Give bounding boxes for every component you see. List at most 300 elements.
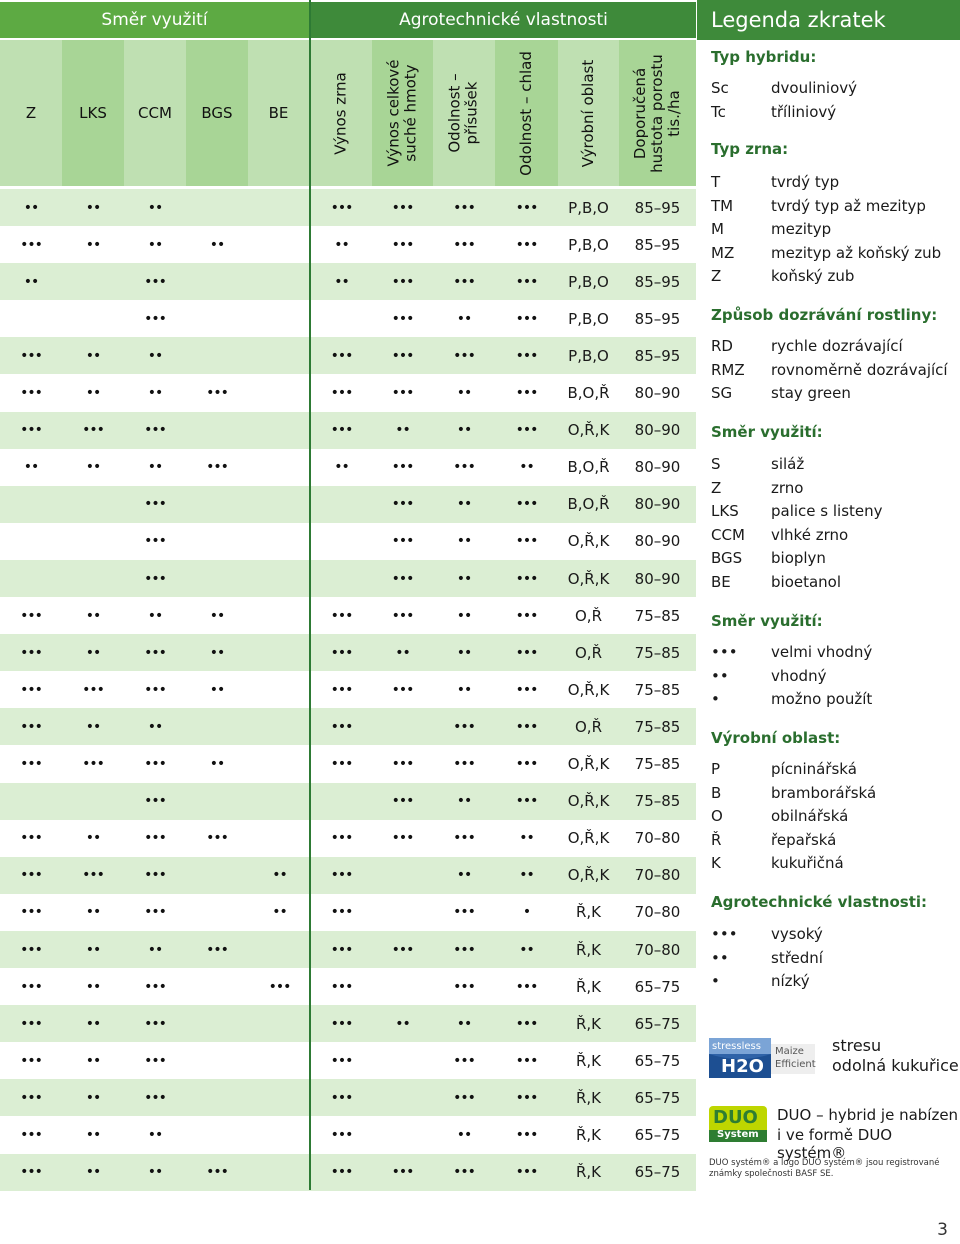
legend-key: O <box>711 807 723 825</box>
cell-z: ••• <box>20 941 42 958</box>
cell-ccm: ••• <box>144 273 166 290</box>
cell-lks: ••• <box>82 756 104 772</box>
cell-production-region: P,B,O <box>568 235 609 254</box>
table-row <box>0 560 696 597</box>
cell-be <box>248 375 311 412</box>
cell-be <box>248 560 311 597</box>
cell-grain-yield: ••• <box>330 1164 353 1181</box>
cell-plant-density: 80–90 <box>634 458 681 477</box>
legend-key: M <box>711 220 724 238</box>
legend-key: S <box>711 455 721 473</box>
cell-cold-tolerance: •• <box>519 867 534 884</box>
cell-grain-yield: ••• <box>330 644 353 661</box>
cell-be <box>248 1117 311 1154</box>
cell-drought-tolerance: ••• <box>453 718 475 735</box>
cell-grain-yield: ••• <box>330 978 353 995</box>
table-row <box>0 634 696 671</box>
cell-drought-tolerance: ••• <box>453 1164 475 1181</box>
cell-lks: •• <box>85 199 101 216</box>
cell-bgs: ••• <box>206 1164 228 1181</box>
legend-key: Z <box>711 478 722 497</box>
cell-ccm: ••• <box>144 422 166 439</box>
efficient-word: Efficient <box>775 1059 816 1070</box>
cell-production-region: B,O,Ř <box>567 458 610 477</box>
column-divider <box>309 0 311 1190</box>
cell-production-region: O,Ř,K <box>567 792 610 811</box>
cell-dry-matter-yield: ••• <box>391 385 414 401</box>
legend-item <box>711 103 836 121</box>
legend-value: velmi vhodný <box>771 643 873 661</box>
cell-dry-matter-yield: •• <box>395 422 410 439</box>
legend-value: vhodný <box>771 666 827 685</box>
cell-grain-yield: •• <box>334 236 349 253</box>
cell-bgs <box>186 300 248 337</box>
cell-z: •• <box>23 459 39 476</box>
cell-plant-density: 80–90 <box>634 384 681 402</box>
table-row <box>0 1117 696 1154</box>
cell-drought-tolerance: •• <box>456 533 472 550</box>
cell-cold-tolerance: ••• <box>515 570 538 587</box>
legend-heading-usage-rating: Směr využití: <box>711 612 823 630</box>
cell-ccm: ••• <box>144 496 166 513</box>
cell-ccm: ••• <box>144 867 166 884</box>
cell-drought-tolerance: ••• <box>453 459 475 476</box>
cell-production-region: P,B,O <box>568 309 609 328</box>
cell-be <box>248 189 311 226</box>
cell-bgs <box>186 708 248 745</box>
cell-grain-yield: ••• <box>330 199 353 216</box>
cell-ccm: •• <box>147 607 163 624</box>
cell-production-region: B,O,Ř <box>567 384 610 402</box>
cell-drought-tolerance: ••• <box>453 1052 475 1069</box>
cell-bgs <box>186 560 248 597</box>
cell-lks: ••• <box>82 681 104 698</box>
cell-plant-density: 75–85 <box>634 717 681 736</box>
cell-cold-tolerance: ••• <box>515 978 538 995</box>
cell-dry-matter-yield: ••• <box>391 607 414 624</box>
page-number: 3 <box>937 1220 948 1240</box>
cell-dry-matter-yield <box>372 1117 433 1154</box>
legend-item <box>711 807 848 825</box>
table-row <box>0 1154 696 1191</box>
cell-production-region: Ř,K <box>575 940 602 959</box>
cell-z: ••• <box>20 904 42 921</box>
cell-z: ••• <box>20 644 42 661</box>
cell-grain-yield <box>311 783 372 820</box>
cell-drought-tolerance: •• <box>456 607 472 624</box>
cell-ccm: ••• <box>144 1052 166 1069</box>
table-row <box>0 300 696 337</box>
cell-cold-tolerance: ••• <box>515 199 538 216</box>
cell-lks <box>62 263 124 300</box>
cell-z <box>0 300 62 337</box>
cell-lks <box>62 523 124 560</box>
table-row <box>0 708 696 745</box>
cell-grain-yield: •• <box>334 273 349 290</box>
cell-z: ••• <box>20 718 42 735</box>
cell-grain-yield <box>311 486 372 523</box>
cell-drought-tolerance: •• <box>456 310 472 327</box>
cell-plant-density: 65–75 <box>634 1126 681 1144</box>
table-row <box>0 820 696 857</box>
cell-plant-density: 75–85 <box>634 680 681 699</box>
cell-lks: •• <box>85 459 101 476</box>
legend-value: siláž <box>771 455 805 473</box>
cell-plant-density: 80–90 <box>634 569 681 588</box>
cell-grain-yield: ••• <box>330 904 353 921</box>
cell-bgs: •• <box>209 681 225 698</box>
legend-key: ••• <box>711 643 738 661</box>
cell-grain-yield: ••• <box>330 385 353 401</box>
cell-dry-matter-yield: ••• <box>391 310 414 327</box>
cell-drought-tolerance: •• <box>456 1127 472 1143</box>
cell-grain-yield: ••• <box>330 867 353 884</box>
cell-cold-tolerance: ••• <box>515 607 538 624</box>
cell-z: ••• <box>20 756 42 772</box>
cell-bgs <box>186 486 248 523</box>
cell-z: ••• <box>20 1089 42 1106</box>
legend-key: B <box>711 783 722 802</box>
legend-key: Tc <box>711 102 726 121</box>
cell-plant-density: 85–95 <box>634 346 681 365</box>
duo-system-logo <box>709 1106 767 1142</box>
legend-value: mezityp <box>771 220 832 238</box>
cell-be <box>248 1005 311 1042</box>
stressless-word: stressless <box>712 1041 761 1052</box>
legend-key: SG <box>711 384 733 402</box>
cell-ccm: ••• <box>144 904 166 921</box>
cell-production-region: Ř,K <box>575 1126 602 1144</box>
cell-drought-tolerance: ••• <box>453 1089 475 1106</box>
cell-bgs <box>186 1042 248 1079</box>
cell-cold-tolerance: • <box>522 904 531 921</box>
cell-production-region: P,B,O <box>568 198 609 217</box>
cell-cold-tolerance: ••• <box>515 347 538 364</box>
cell-plant-density: 75–85 <box>634 643 681 662</box>
cell-bgs <box>186 1005 248 1042</box>
cell-cold-tolerance: ••• <box>515 1015 538 1032</box>
cell-z <box>0 783 62 820</box>
cell-lks <box>62 783 124 820</box>
cell-dry-matter-yield: ••• <box>391 941 414 958</box>
cell-z <box>0 560 62 597</box>
legend-key: P <box>711 760 721 778</box>
legend-item <box>711 972 810 990</box>
legend-value: tvrdý typ <box>771 173 840 191</box>
cell-lks: •• <box>85 1089 101 1106</box>
cell-production-region: Ř,K <box>575 1051 602 1070</box>
footnote-1: DUO systém® a logo DUO systém® jsou registrované <box>709 1158 940 1168</box>
table-row <box>0 968 696 1005</box>
cell-be <box>248 931 311 968</box>
cell-z: ••• <box>20 978 42 995</box>
cell-lks: •• <box>85 644 101 661</box>
cell-plant-density: 80–90 <box>634 421 681 440</box>
cell-grain-yield: ••• <box>330 1089 353 1106</box>
cell-z: ••• <box>20 347 42 364</box>
legend-key: LKS <box>711 502 739 520</box>
cell-bgs <box>186 857 248 894</box>
legend-item <box>711 526 848 544</box>
cell-lks: ••• <box>82 867 104 884</box>
legend-key: BE <box>711 572 731 591</box>
cell-be <box>248 486 311 523</box>
legend-heading-grain-type: Typ zrna: <box>711 140 789 158</box>
legend-item <box>711 384 851 402</box>
cell-cold-tolerance: ••• <box>515 718 538 735</box>
cell-plant-density: 80–90 <box>634 495 681 514</box>
column-header-cold-tolerance <box>495 40 558 186</box>
cell-lks: •• <box>85 347 101 364</box>
cell-bgs <box>186 412 248 449</box>
legend-key: MZ <box>711 243 735 262</box>
column-header-line: hustota porostu <box>648 53 666 173</box>
cell-z: ••• <box>20 607 42 624</box>
cell-plant-density: 65–75 <box>634 1088 681 1107</box>
cell-be <box>248 523 311 560</box>
cell-z: •• <box>23 273 39 290</box>
cell-dry-matter-yield: ••• <box>391 793 414 810</box>
cell-bgs <box>186 337 248 374</box>
cell-drought-tolerance: •• <box>456 385 472 401</box>
legend-item <box>711 854 844 872</box>
cell-bgs <box>186 1079 248 1116</box>
cell-lks: •• <box>85 904 101 921</box>
cell-grain-yield: ••• <box>330 718 353 735</box>
cell-plant-density: 70–80 <box>634 829 681 848</box>
legend-value: mezityp až koňský zub <box>771 243 942 262</box>
cell-be <box>248 1042 311 1079</box>
cell-ccm: ••• <box>144 756 166 772</box>
cell-z: ••• <box>20 867 42 884</box>
cell-bgs <box>186 968 248 1005</box>
cell-dry-matter-yield: ••• <box>391 533 414 550</box>
legend-item <box>711 690 872 708</box>
legend-value: bioplyn <box>771 549 826 567</box>
cell-dry-matter-yield: ••• <box>391 236 414 253</box>
cell-z: ••• <box>20 1015 42 1032</box>
column-header-line: tis./ha <box>665 89 683 137</box>
cell-be <box>248 597 311 634</box>
duo-text-1: DUO – hybrid je nabízen <box>777 1106 959 1124</box>
column-header-production-region <box>558 40 619 186</box>
cell-plant-density: 70–80 <box>634 866 681 885</box>
cell-be <box>248 783 311 820</box>
cell-dry-matter-yield <box>372 1042 433 1079</box>
cell-grain-yield: ••• <box>330 607 353 624</box>
table-row <box>0 263 696 300</box>
cell-lks <box>62 486 124 523</box>
cell-be <box>248 708 311 745</box>
legend-item <box>711 220 831 238</box>
legend-key: •• <box>711 666 729 685</box>
legend-heading-hybrid-type: Typ hybridu: <box>711 48 817 66</box>
cell-production-region: O,Ř,K <box>567 866 610 885</box>
column-header-line: BE <box>268 104 289 122</box>
cell-z: •• <box>23 199 39 216</box>
cell-lks: •• <box>85 941 101 958</box>
cell-production-region: O,Ř,K <box>567 755 610 773</box>
table-row <box>0 337 696 374</box>
column-header-line: BGS <box>201 104 233 122</box>
cell-be <box>248 1154 311 1191</box>
cell-plant-density: 75–85 <box>634 755 681 773</box>
cell-drought-tolerance: ••• <box>453 904 475 921</box>
legend-item <box>711 667 826 685</box>
cell-bgs <box>186 189 248 226</box>
cell-be <box>248 300 311 337</box>
cell-ccm: •• <box>147 941 163 958</box>
cell-dry-matter-yield <box>372 857 433 894</box>
legend-value: obilnářská <box>771 807 849 825</box>
legend-item <box>711 760 857 778</box>
cell-dry-matter-yield <box>372 1079 433 1116</box>
cell-be <box>248 671 311 708</box>
legend-value: střední <box>771 948 823 967</box>
legend-item <box>711 337 903 355</box>
cell-cold-tolerance: ••• <box>515 1127 538 1143</box>
column-header-ccm <box>124 40 186 186</box>
cell-be <box>248 449 311 486</box>
table-row <box>0 857 696 894</box>
cell-be <box>248 820 311 857</box>
cell-drought-tolerance: ••• <box>453 236 475 253</box>
cell-drought-tolerance: ••• <box>453 941 475 958</box>
legend-panel <box>697 0 960 1190</box>
cell-be <box>248 1079 311 1116</box>
legend-value: rovnoměrně dozrávající <box>771 360 948 379</box>
cell-ccm: •• <box>147 459 163 476</box>
table-row <box>0 412 696 449</box>
cell-grain-yield: •• <box>334 459 349 476</box>
cell-bgs: ••• <box>206 830 228 847</box>
column-header-line: přísušek <box>463 81 482 145</box>
duo-word: DUO <box>713 1107 758 1128</box>
cell-be: •• <box>272 867 287 884</box>
cell-lks: •• <box>85 1052 101 1069</box>
cell-production-region: O,Ř,K <box>567 421 610 440</box>
cell-drought-tolerance: ••• <box>453 199 475 216</box>
cell-grain-yield: ••• <box>330 422 353 439</box>
legend-item <box>711 479 803 497</box>
column-header-line: LKS <box>79 104 107 122</box>
cell-drought-tolerance: •• <box>456 681 472 698</box>
legend-item <box>711 784 876 802</box>
cell-ccm: •• <box>147 385 163 401</box>
cell-grain-yield: ••• <box>330 756 353 772</box>
cell-dry-matter-yield: ••• <box>391 199 414 216</box>
cell-grain-yield: ••• <box>330 941 353 958</box>
table-row <box>0 783 696 820</box>
cell-ccm: ••• <box>144 793 166 810</box>
cell-dry-matter-yield: ••• <box>391 830 414 847</box>
cell-grain-yield <box>311 560 372 597</box>
column-header-drought-tolerance <box>433 40 495 186</box>
cell-plant-density: 75–85 <box>634 792 681 811</box>
cell-ccm: ••• <box>144 310 166 327</box>
cell-dry-matter-yield: ••• <box>391 570 414 587</box>
cell-drought-tolerance: •• <box>456 867 472 884</box>
cell-dry-matter-yield <box>372 894 433 931</box>
legend-value: palice s listeny <box>771 502 883 520</box>
cell-ccm: ••• <box>144 1015 166 1032</box>
cell-cold-tolerance: ••• <box>515 793 538 810</box>
cell-lks: •• <box>85 607 101 624</box>
legend-item <box>711 361 948 379</box>
legend-item <box>711 643 872 661</box>
cell-cold-tolerance: ••• <box>515 756 538 772</box>
cell-drought-tolerance: •• <box>456 1015 472 1032</box>
cell-plant-density: 85–95 <box>634 272 681 291</box>
cell-dry-matter-yield: ••• <box>391 496 414 513</box>
cell-cold-tolerance: ••• <box>515 422 538 439</box>
cell-lks: •• <box>85 236 101 253</box>
column-header-lks <box>62 40 124 186</box>
cell-production-region: O,Ř <box>575 606 602 625</box>
cell-production-region: Ř,K <box>575 1088 602 1107</box>
column-header-line: Doporučená <box>631 67 649 159</box>
table-row <box>0 375 696 412</box>
column-header-line: Výnos celkové <box>384 59 403 167</box>
cell-grain-yield: ••• <box>330 1052 353 1069</box>
cell-ccm: ••• <box>144 681 166 698</box>
legend-value: možno použít <box>771 690 873 708</box>
legend-key: TM <box>711 196 734 215</box>
cell-plant-density: 85–95 <box>634 198 681 217</box>
legend-key: Sc <box>711 79 729 97</box>
cell-bgs <box>186 894 248 931</box>
cell-dry-matter-yield: ••• <box>391 1164 414 1181</box>
cell-dry-matter-yield: •• <box>395 1015 410 1032</box>
system-word: System <box>717 1129 759 1140</box>
cell-bgs: •• <box>209 756 225 772</box>
cell-ccm: ••• <box>144 644 166 661</box>
cell-dry-matter-yield: ••• <box>391 459 414 476</box>
cell-bgs: •• <box>209 236 225 253</box>
group-header-usage: Směr využití <box>0 2 309 38</box>
cell-cold-tolerance: •• <box>519 459 534 476</box>
cell-cold-tolerance: ••• <box>515 385 538 401</box>
cell-production-region: O,Ř <box>575 717 602 736</box>
cell-production-region: Ř,K <box>575 977 602 996</box>
table-row <box>0 1042 696 1079</box>
cell-grain-yield: ••• <box>330 1015 353 1032</box>
cell-z: ••• <box>20 1127 42 1143</box>
legend-heading-agro: Agrotechnické vlastnosti: <box>711 893 928 911</box>
legend-value: bramborářská <box>771 783 877 802</box>
table-row <box>0 449 696 486</box>
cell-z: ••• <box>20 236 42 253</box>
legend-value: vysoký <box>771 925 823 943</box>
legend-item <box>711 197 926 215</box>
legend-item <box>711 502 883 520</box>
cell-bgs <box>186 263 248 300</box>
cell-drought-tolerance: •• <box>456 496 472 513</box>
cell-grain-yield: ••• <box>330 1127 353 1143</box>
cell-ccm: ••• <box>144 830 166 847</box>
group-header-agrotech: Agrotechnické vlastnosti <box>311 2 696 38</box>
table-row <box>0 523 696 560</box>
column-header-line: CCM <box>138 104 172 122</box>
cell-cold-tolerance: ••• <box>515 533 538 550</box>
maize-word: Maize <box>775 1046 804 1057</box>
stressless-text-2: odolná kukuřice <box>832 1056 959 1075</box>
cell-lks <box>62 560 124 597</box>
legend-item <box>711 173 839 191</box>
cell-bgs: •• <box>209 644 225 661</box>
cell-dry-matter-yield: ••• <box>391 681 414 698</box>
duo-text-2: i ve formě DUO systém® <box>777 1126 893 1162</box>
